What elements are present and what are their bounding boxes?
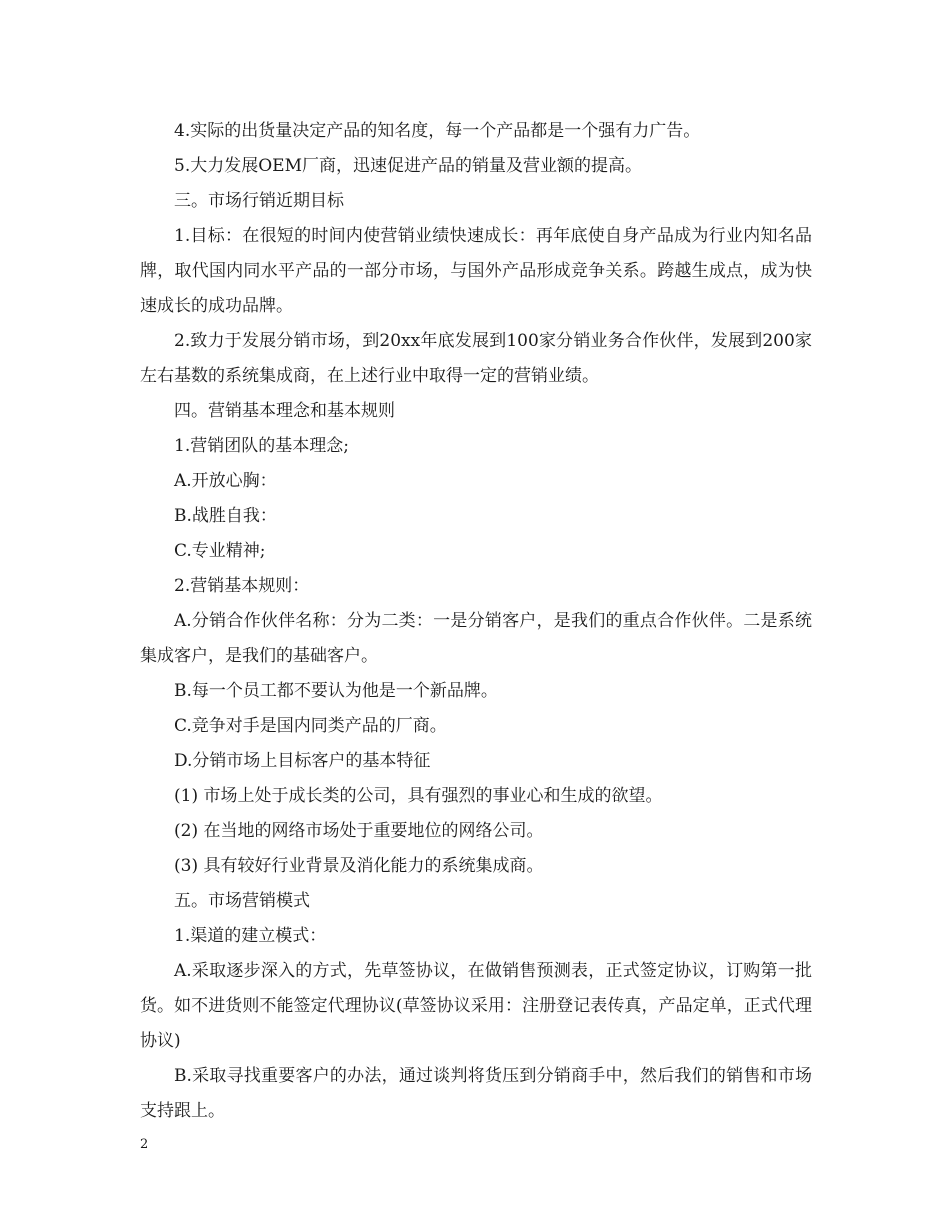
paragraph: 2.营销基本规则： xyxy=(174,576,310,596)
list-item: A.分销合作伙伴名称：分为二类：一是分销客户，是我们的重点合作伙伴。二是系统集成客户，是我们的基础客户。 xyxy=(140,611,812,666)
list-item: C.专业精神; xyxy=(174,541,266,561)
list-item: C.竞争对手是国内同类产品的厂商。 xyxy=(174,716,447,736)
page-number: 2 xyxy=(140,1137,149,1152)
list-item: A.开放心胸： xyxy=(174,471,277,491)
section-heading: 五。市场营销模式 xyxy=(174,891,310,911)
paragraph: 1.渠道的建立模式： xyxy=(174,926,327,946)
document-body xyxy=(140,114,812,1129)
paragraph: 1.目标：在很短的时间内使营销业绩快速成长：再年底使自身产品成为行业内知名品牌，取代国内同水平产品的一部分市场，与国外产品形成竞争关系。跨越生成点，成为快速成长的成功品牌。 xyxy=(140,226,812,316)
section-heading: 三。市场行销近期目标 xyxy=(174,191,344,211)
list-item: D.分销市场上目标客户的基本特征 xyxy=(174,751,431,771)
list-item: (1) 市场上处于成长类的公司，具有强烈的事业心和生成的欲望。 xyxy=(174,786,663,806)
paragraph: 2.致力于发展分销市场，到20xx年底发展到100家分销业务合作伙伴，发展到200家左右基数的系统集成商，在上述行业中取得一定的营销业绩。 xyxy=(140,331,812,386)
paragraph: 1.营销团队的基本理念; xyxy=(174,436,349,456)
paragraph: 4.实际的出货量决定产品的知名度，每一个产品都是一个强有力广告。 xyxy=(174,121,701,141)
list-item: B.每一个员工都不要认为他是一个新品牌。 xyxy=(174,681,498,701)
section-heading: 四。营销基本理念和基本规则 xyxy=(174,401,395,421)
paragraph: 5.大力发展OEM厂商，迅速促进产品的销量及营业额的提高。 xyxy=(174,156,642,176)
list-item: A.采取逐步深入的方式，先草签协议，在做销售预测表，正式签定协议，订购第一批货。如不进货则不能签定代理协议(草签协议采用：注册登记表传真，产品定单，正式代理协议) xyxy=(140,961,812,1051)
list-item: (2) 在当地的网络市场处于重要地位的网络公司。 xyxy=(174,821,544,841)
list-item: B.战胜自我： xyxy=(174,506,277,526)
list-item: B.采取寻找重要客户的办法，通过谈判将货压到分销商手中，然后我们的销售和市场支持跟上。 xyxy=(140,1066,812,1121)
list-item: (3) 具有较好行业背景及消化能力的系统集成商。 xyxy=(174,856,544,876)
